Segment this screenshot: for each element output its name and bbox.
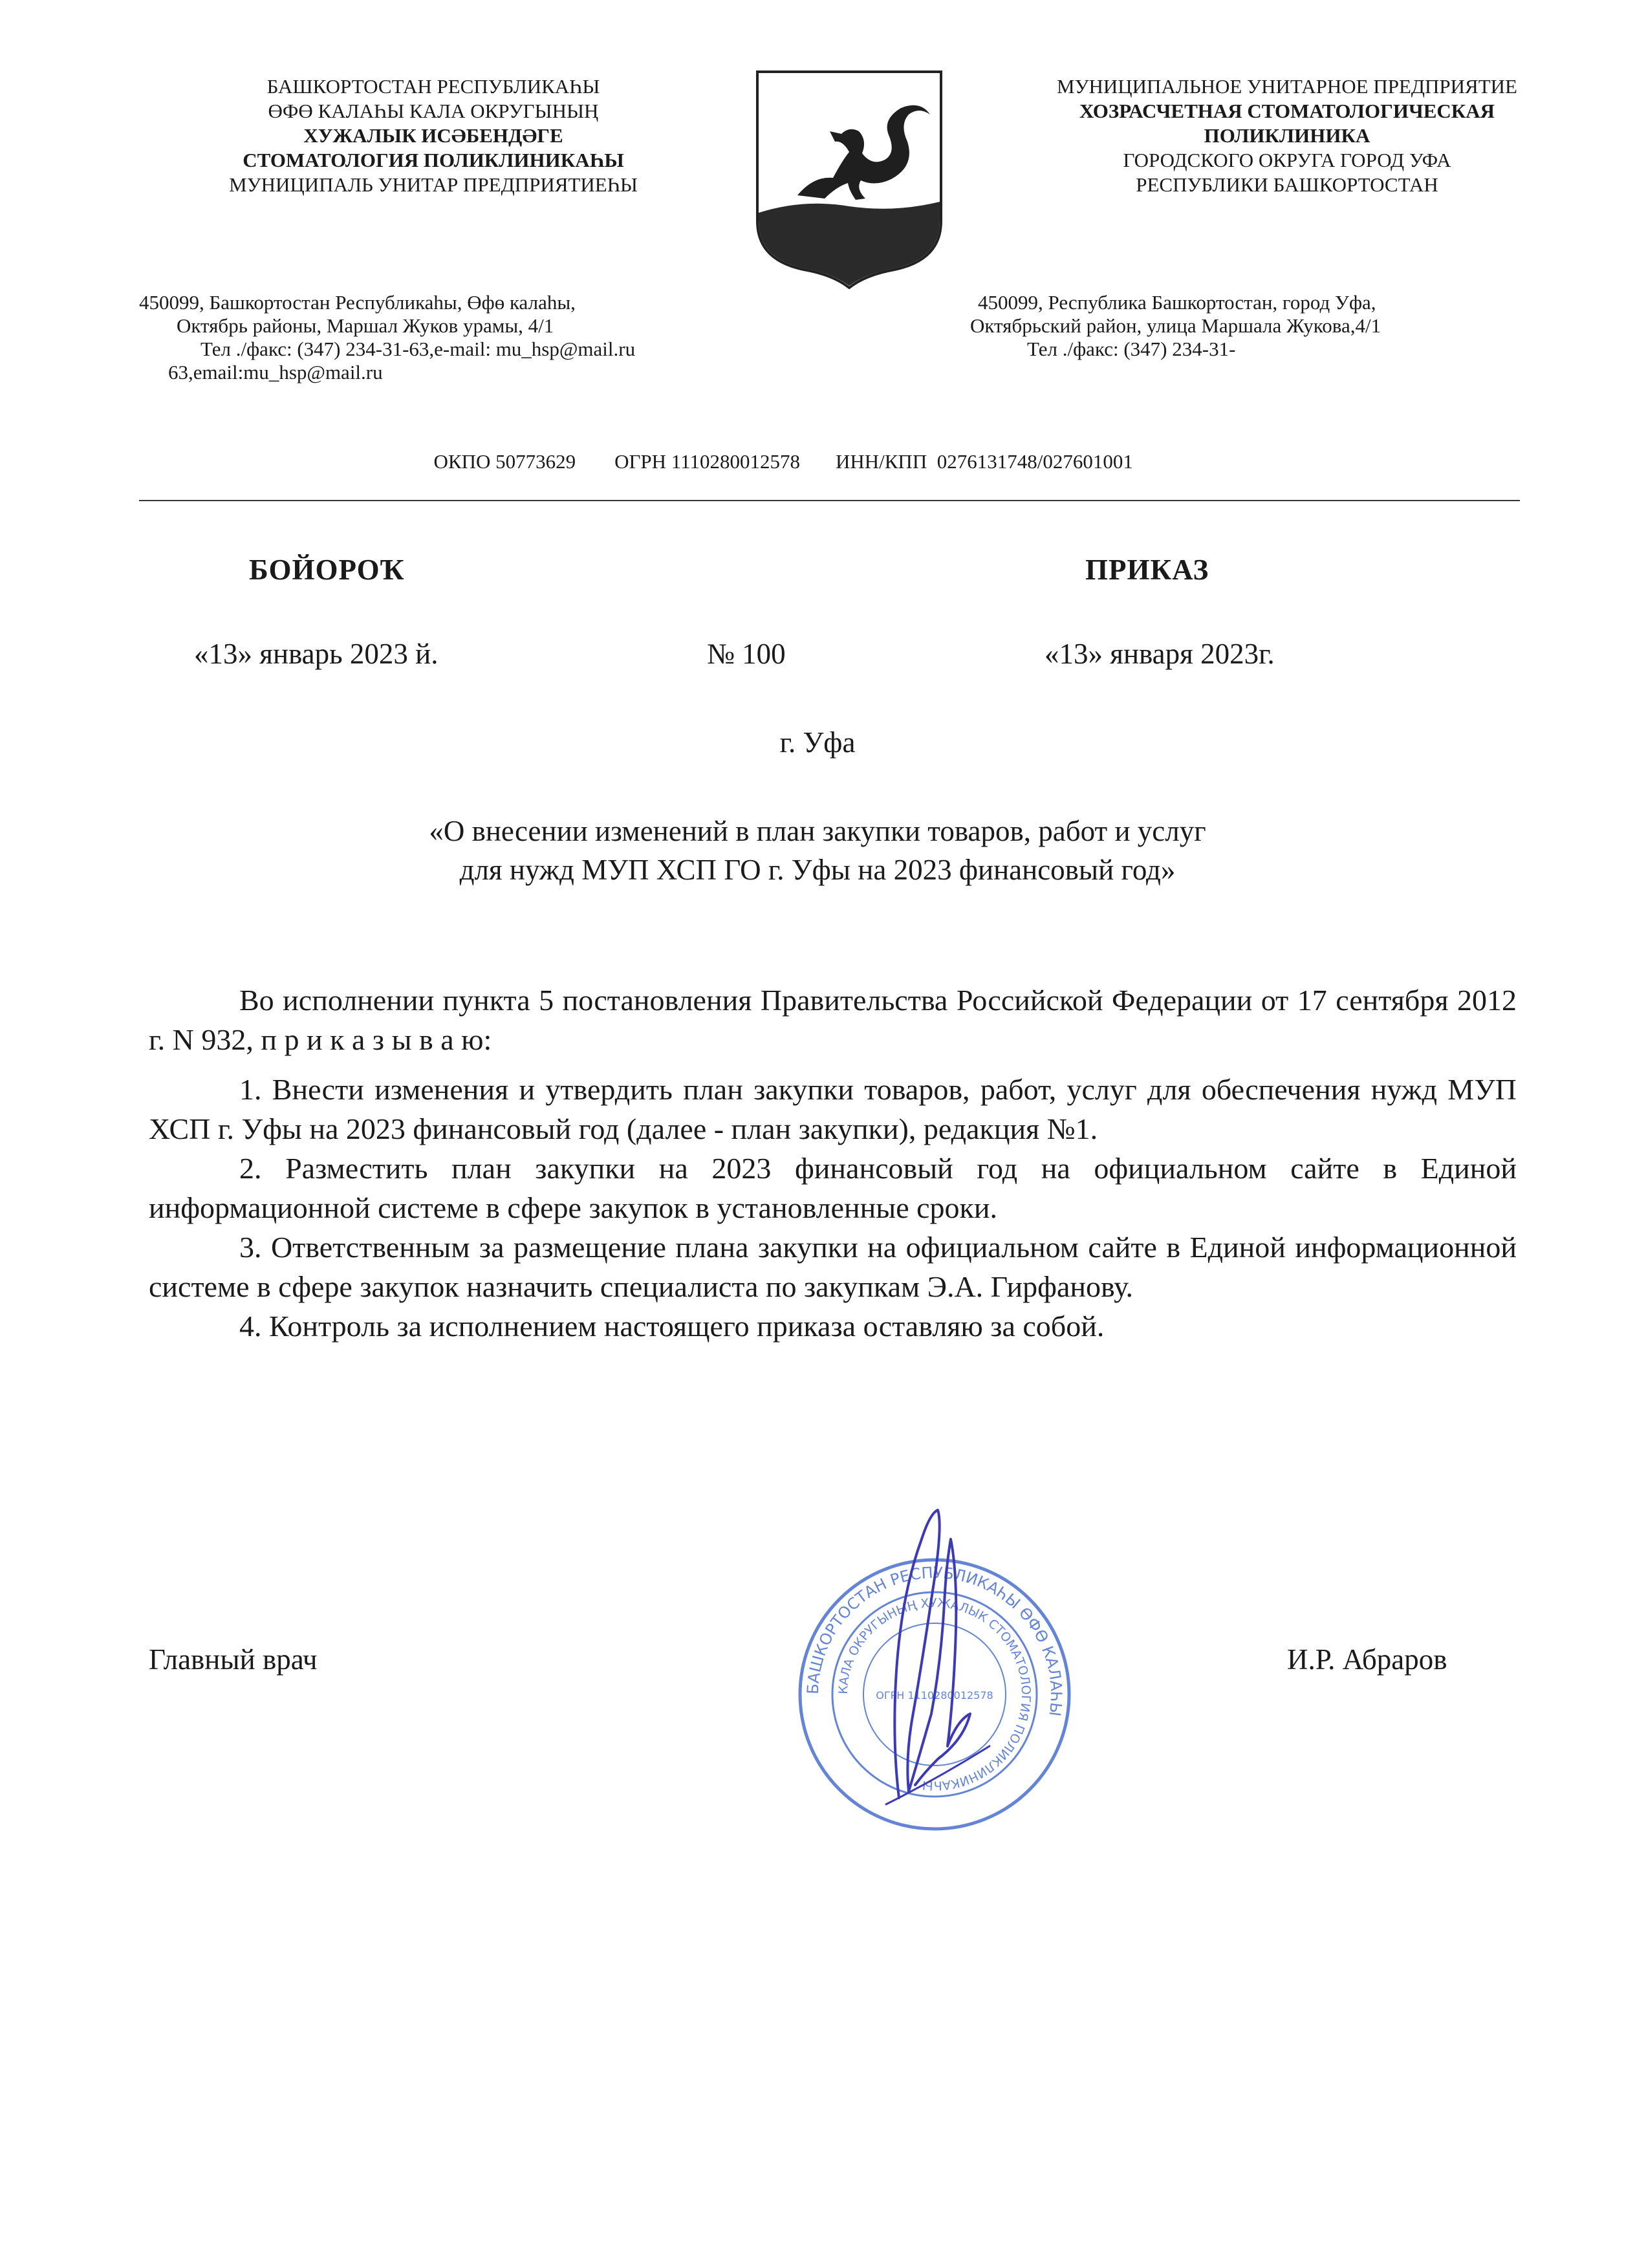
header-left-line-4: СТОМАТОЛОГИЯ ПОЛИКЛИНИКАҺЫ xyxy=(243,149,624,171)
address-left xyxy=(139,291,786,384)
handwritten-signature xyxy=(860,1500,1002,1811)
header-right xyxy=(990,74,1585,197)
item-1: 1. Внести изменения и утвердить план закупки товаров, работ, услуг для обеспечения нужд МУП ХСП г. Уфы на 2023 финансовый год (далее - план закупки), редакция №1. xyxy=(149,1073,1517,1145)
address-right-line-2: Октябрьский район, улица Маршала Жукова,4/1 xyxy=(970,314,1381,337)
address-right xyxy=(970,291,1552,361)
header-right-line-1: МУНИЦИПАЛЬНОЕ УНИТАРНОЕ ПРЕДПРИЯТИЕ xyxy=(1057,75,1517,98)
item-4: 4. Контроль за исполнением настоящего приказа оставляю за собой. xyxy=(239,1310,1105,1343)
ogrn: ОГРН 1110280012578 xyxy=(614,450,800,473)
stamp-inner-text: КАЛА ОКРУГЫНЫҢ ХУЖАЛЫК СТОМАТОЛОГИЯ ПОЛИКЛИНИКАҺЫ xyxy=(836,1595,1034,1793)
header-left-line-2: ӨФӨ КАЛАҺЫ КАЛА ОКРУГЫНЫҢ xyxy=(268,100,599,122)
subject-line-1: «О внесении изменений в план закупки товаров, работ и услуг xyxy=(429,815,1206,847)
date-bashkir: «13» январь 2023 й. xyxy=(194,638,439,670)
order-subject xyxy=(0,812,1635,889)
okpo: ОКПО 50773629 xyxy=(433,450,576,473)
signer-role: Главный врач xyxy=(149,1643,318,1676)
city: г. Уфа xyxy=(779,726,856,759)
address-left-line-3: Тел ./факс: (347) 234-31-63,e-mail: mu_hsp@mail.ru xyxy=(200,338,636,360)
title-russian: ПРИКАЗ xyxy=(1085,554,1209,586)
address-left-line-4: 63,email:mu_hsp@mail.ru xyxy=(168,361,383,383)
header-right-line-3: ПОЛИКЛИНИКА xyxy=(1204,124,1370,147)
header-left-line-5: МУНИЦИПАЛЬ УНИТАР ПРЕДПРИЯТИЕҺЫ xyxy=(229,173,638,196)
header-divider xyxy=(139,500,1520,501)
subject-line-2: для нужд МУП ХСП ГО г. Уфы на 2023 финансовый год» xyxy=(459,854,1176,886)
item-3: 3. Ответственным за размещение плана закупки на официальном сайте в Единой информационной системе в сфере закупок назначить специалиста по закупкам Э.А. Гирфанову. xyxy=(149,1231,1517,1303)
ufa-coat-of-arms-icon xyxy=(752,69,946,289)
address-right-line-1: 450099, Республика Башкортостан, город Уфа, xyxy=(978,291,1376,314)
order-body xyxy=(149,980,1517,1346)
header-right-line-2: ХОЗРАСЧЕТНАЯ СТОМАТОЛОГИЧЕСКАЯ xyxy=(1079,100,1495,122)
order-number: № 100 xyxy=(707,638,786,670)
header-right-line-5: РЕСПУБЛИКИ БАШКОРТОСТАН xyxy=(1136,173,1438,196)
header-left-line-1: БАШКОРТОСТАН РЕСПУБЛИКАҺЫ xyxy=(266,75,600,98)
inn-kpp: ИНН/КПП 0276131748/027601001 xyxy=(835,450,1133,473)
stamp-ogrn: ОГРН 1110280012578 xyxy=(876,1689,993,1701)
address-right-line-3: Тел ./факс: (347) 234-31- xyxy=(1027,338,1236,360)
date-russian: «13» января 2023г. xyxy=(1045,638,1275,670)
intro-paragraph: Во исполнении пункта 5 постановления Правительства Российской Федерации от 17 сентября 2012 г. N 932, п р и к а з ы в а ю: xyxy=(149,984,1517,1056)
signer-name: И.Р. Абраров xyxy=(1287,1643,1447,1676)
header-right-line-4: ГОРОДСКОГО ОКРУГА ГОРОД УФА xyxy=(1123,149,1451,171)
title-bashkir: БОЙОРОҠ xyxy=(249,554,405,586)
stamp-outer-text: БАШКОРТОСТАН РЕСПУБЛИКАҺЫ ӨФӨ КАЛАҺЫ xyxy=(803,1563,1066,1718)
item-2: 2. Разместить план закупки на 2023 финансовый год на официальном сайте в Единой информационной системе в сфере закупок в установленные сроки. xyxy=(149,1152,1517,1224)
address-left-line-1: 450099, Башкортостан Республикаһы, Өфө калаһы, xyxy=(139,291,576,314)
header-left xyxy=(165,74,702,197)
address-left-line-2: Октябрь районы, Маршал Жуков урамы, 4/1 xyxy=(177,314,554,337)
requisites xyxy=(424,427,1329,473)
header-left-line-3: ХУЖАЛЫК ИСӘБЕНДӘГЕ xyxy=(303,124,563,147)
